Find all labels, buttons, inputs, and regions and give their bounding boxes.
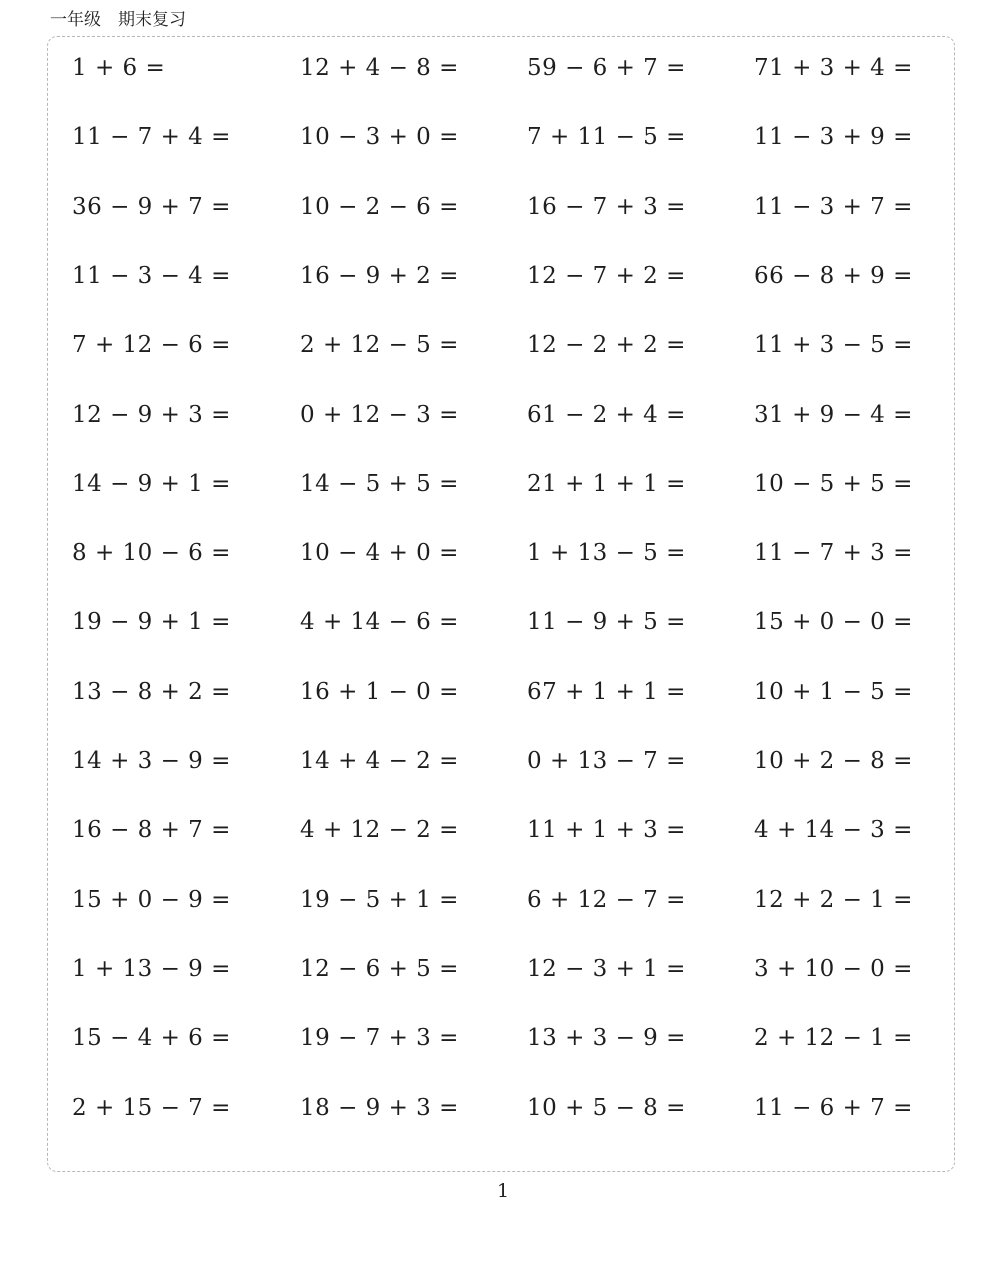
math-problem: 11 − 7 + 4 = (72, 124, 231, 151)
math-problem: 16 − 9 + 2 = (300, 262, 459, 289)
math-problem: 6 + 12 − 7 = (527, 886, 686, 913)
math-problem: 2 + 15 − 7 = (72, 1094, 231, 1121)
math-problem: 61 − 2 + 4 = (527, 401, 686, 428)
math-problem: 10 + 2 − 8 = (754, 748, 913, 774)
math-problem: 7 + 11 − 5 = (527, 124, 686, 151)
math-problem: 59 − 6 + 7 = (527, 55, 686, 81)
math-problem: 71 + 3 + 4 = (754, 55, 913, 81)
math-problem: 8 + 10 − 6 = (72, 540, 231, 567)
problem-row (72, 674, 972, 714)
math-problem: 16 − 8 + 7 = (72, 817, 231, 844)
problem-row (72, 466, 972, 506)
math-problem: 11 + 1 + 3 = (527, 817, 686, 844)
math-problem: 11 − 6 + 7 = (754, 1094, 913, 1121)
math-problem: 1 + 6 = (72, 55, 166, 81)
math-problem: 12 − 3 + 1 = (527, 955, 686, 982)
problem-row (72, 258, 972, 298)
page-number: 1 (496, 1180, 510, 1202)
problem-row (72, 119, 972, 159)
problem-row (72, 882, 972, 922)
math-problem: 1 + 13 − 5 = (527, 540, 686, 567)
math-problem: 11 − 3 − 4 = (72, 262, 231, 289)
math-problem: 10 − 2 − 6 = (300, 193, 459, 220)
problem-row (72, 535, 972, 575)
math-problem: 10 + 5 − 8 = (527, 1094, 686, 1121)
math-problem: 13 − 8 + 2 = (72, 678, 231, 705)
math-problem: 13 + 3 − 9 = (527, 1025, 686, 1052)
math-problem: 19 − 5 + 1 = (300, 886, 459, 913)
math-problem: 10 − 3 + 0 = (300, 124, 459, 151)
math-problem: 2 + 12 − 5 = (300, 332, 459, 359)
problem-row (72, 327, 972, 367)
problem-row (72, 604, 972, 644)
math-problem: 4 + 12 − 2 = (300, 817, 459, 844)
math-problem: 10 − 4 + 0 = (300, 540, 459, 567)
math-problem: 16 − 7 + 3 = (527, 193, 686, 220)
math-problem: 10 + 1 − 5 = (754, 678, 913, 705)
math-problem: 12 − 6 + 5 = (300, 955, 459, 982)
math-problem: 12 + 4 − 8 = (300, 55, 459, 81)
math-problem: 36 − 9 + 7 = (72, 193, 231, 220)
math-problem: 11 − 3 + 9 = (754, 124, 913, 151)
math-problem: 12 − 2 + 2 = (527, 332, 686, 359)
math-problem: 11 − 9 + 5 = (527, 609, 686, 636)
problem-row (72, 397, 972, 437)
math-problem: 14 − 5 + 5 = (300, 470, 459, 497)
math-problem: 10 − 5 + 5 = (754, 470, 913, 497)
problem-row (72, 50, 972, 90)
problem-row (72, 812, 972, 852)
math-problem: 7 + 12 − 6 = (72, 332, 231, 359)
problem-row (72, 743, 972, 783)
math-problem: 66 − 8 + 9 = (754, 262, 913, 289)
math-problem: 0 + 13 − 7 = (527, 748, 686, 774)
math-problem: 4 + 14 − 6 = (300, 609, 459, 636)
math-problem: 14 − 9 + 1 = (72, 470, 231, 497)
math-problem: 18 − 9 + 3 = (300, 1094, 459, 1121)
math-problem: 11 − 3 + 7 = (754, 193, 913, 220)
math-problem: 11 − 7 + 3 = (754, 540, 913, 567)
worksheet-header: 一年级 期末复习 (50, 10, 186, 30)
math-problem: 15 − 4 + 6 = (72, 1025, 231, 1052)
math-problem: 31 + 9 − 4 = (754, 401, 913, 428)
problem-row (72, 1090, 972, 1130)
problem-row (72, 951, 972, 991)
math-problem: 4 + 14 − 3 = (754, 817, 913, 844)
math-problem: 14 + 3 − 9 = (72, 748, 231, 774)
math-problem: 21 + 1 + 1 = (527, 470, 686, 497)
math-problem: 19 − 7 + 3 = (300, 1025, 459, 1052)
math-problem: 16 + 1 − 0 = (300, 678, 459, 705)
math-problem: 12 + 2 − 1 = (754, 886, 913, 913)
math-problem: 12 − 7 + 2 = (527, 262, 686, 289)
math-problem: 11 + 3 − 5 = (754, 332, 913, 359)
math-problem: 3 + 10 − 0 = (754, 955, 913, 982)
problem-row (72, 189, 972, 229)
problem-row (72, 1020, 972, 1060)
math-problem: 1 + 13 − 9 = (72, 955, 231, 982)
math-problem: 12 − 9 + 3 = (72, 401, 231, 428)
math-problem: 15 + 0 − 9 = (72, 886, 231, 913)
math-problem: 2 + 12 − 1 = (754, 1025, 913, 1052)
math-problem: 14 + 4 − 2 = (300, 748, 459, 774)
math-problem: 19 − 9 + 1 = (72, 609, 231, 636)
math-problem: 15 + 0 − 0 = (754, 609, 913, 636)
math-problem: 0 + 12 − 3 = (300, 401, 459, 428)
math-problem: 67 + 1 + 1 = (527, 678, 686, 705)
